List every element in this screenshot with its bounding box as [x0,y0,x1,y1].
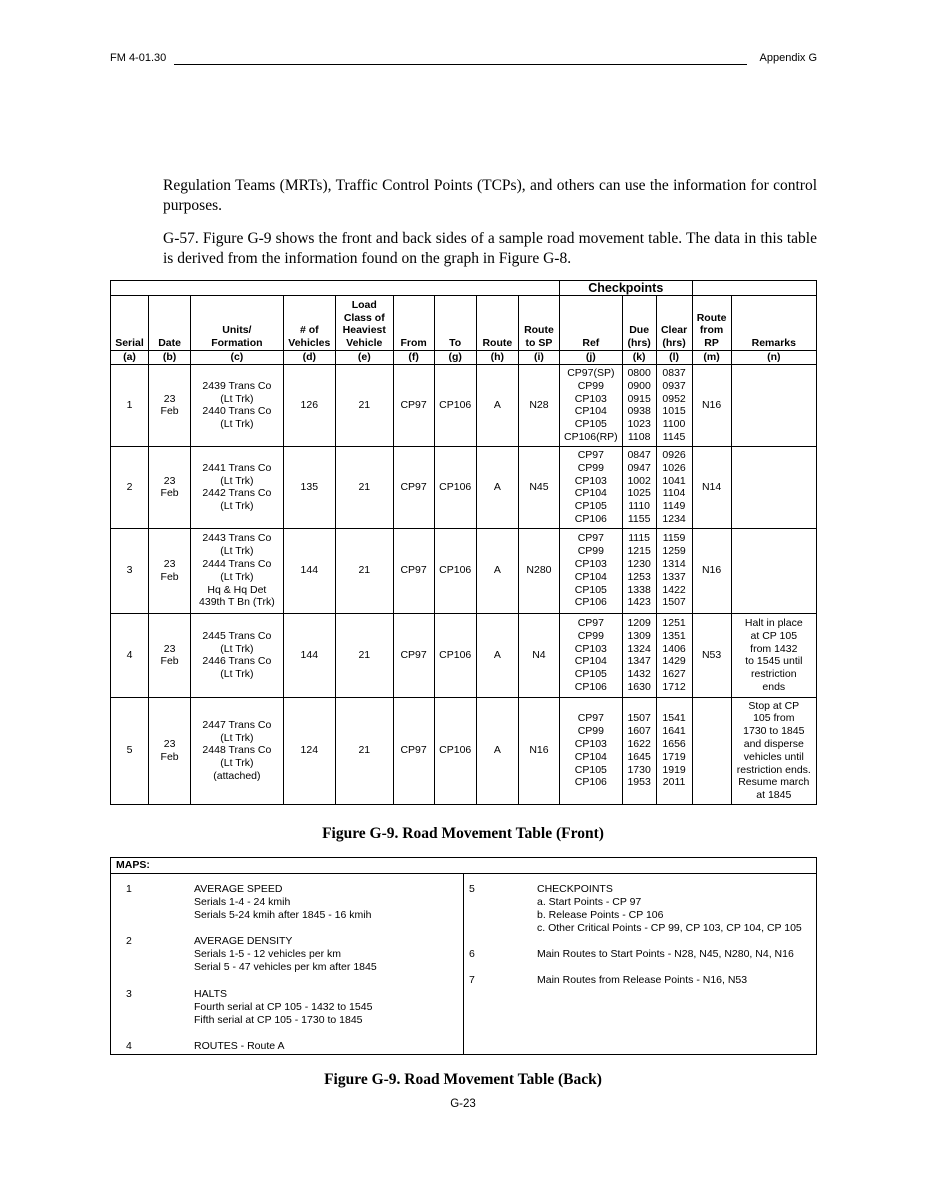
item-number: 3 [126,988,132,1000]
cell-vehicles: 144 [283,528,335,613]
cell-due: 0847 0947 1002 1025 1110 1155 [622,446,656,528]
cell-vehicles: 124 [283,697,335,804]
table-row [111,697,817,804]
paragraph-continuation: Regulation Teams (MRTs), Traffic Control Points (TCPs), and others can use the information for control purposes. [163,177,817,214]
cell-ref: CP97 CP99 CP103 CP104 CP105 CP106 [560,446,623,528]
cell-route-to-sp: N280 [518,528,559,613]
col-header-serial: Serial [111,296,149,351]
cell-ref: CP97 CP99 CP103 CP104 CP105 CP106 [560,613,623,697]
col-header-route-from-rp: Route from RP [692,296,731,351]
table-row [111,446,817,528]
table-row [111,528,817,613]
column-header-row [111,296,817,351]
item-text: Main Routes from Release Points - N16, N53 [537,974,748,986]
cell-serial: 5 [111,697,149,804]
cell-clear: 1251 1351 1406 1429 1627 1712 [656,613,692,697]
col-header-clear: Clear (hrs) [656,296,692,351]
cell-ref: CP97 CP99 CP103 CP104 CP105 CP106 [560,528,623,613]
col-header-route: Route [476,296,518,351]
column-letter-row [111,351,817,365]
cell-route: A [476,446,518,528]
paragraph-g57: G-57. Figure G-9 shows the front and back sides of a sample road movement table. The data in this table is derived from the information found on the graph in Figure G-8. [163,230,817,267]
item-text: AVERAGE SPEED Serials 1-4 - 24 kmih Serials 5-24 kmih after 1845 - 16 kmih [194,883,372,921]
col-header-units: Units/ Formation [191,296,283,351]
road-movement-table-front [110,280,817,805]
cell-load-class: 21 [336,613,394,697]
cell-date: 23 Feb [149,446,191,528]
cell-vehicles: 144 [283,613,335,697]
column-divider [463,873,464,1054]
cell-clear: 0926 1026 1041 1104 1149 1234 [656,446,692,528]
maps-title: MAPS: [111,858,816,874]
cell-to: CP106 [434,697,476,804]
cell-serial: 4 [111,613,149,697]
cell-date: 23 Feb [149,364,191,446]
cell-route-to-sp: N45 [518,446,559,528]
cell-due: 1115 1215 1230 1253 1338 1423 [622,528,656,613]
cell-to: CP106 [434,613,476,697]
cell-load-class: 21 [336,364,394,446]
col-letter: (b) [149,351,191,365]
col-header-date: Date [149,296,191,351]
col-letter: (k) [622,351,656,365]
col-letter: (e) [336,351,394,365]
col-letter: (c) [191,351,283,365]
table-row [111,364,817,446]
cell-units: 2445 Trans Co (Lt Trk) 2446 Trans Co (Lt Trk) [191,613,283,697]
cell-to: CP106 [434,446,476,528]
cell-clear: 1541 1641 1656 1719 1919 2011 [656,697,692,804]
col-letter: (d) [283,351,335,365]
cell-from: CP97 [393,697,434,804]
cell-route-to-sp: N16 [518,697,559,804]
cell-route-to-sp: N28 [518,364,559,446]
cell-from: CP97 [393,528,434,613]
cell-route: A [476,613,518,697]
item-number: 6 [469,948,475,960]
cell-remarks: Halt in place at CP 105 from 1432 to 1545 until restriction ends [731,613,816,697]
col-header-remarks: Remarks [731,296,816,351]
header-manual-id: FM 4-01.30 [110,52,167,64]
cell-due: 1209 1309 1324 1347 1432 1630 [622,613,656,697]
cell-remarks [731,364,816,446]
col-letter: (n) [731,351,816,365]
item-text: Main Routes to Start Points - N28, N45, N280, N4, N16 [537,948,794,960]
cell-from: CP97 [393,613,434,697]
cell-from: CP97 [393,364,434,446]
table-row [111,613,817,697]
item-text: AVERAGE DENSITY Serials 1-5 - 12 vehicles per km Serial 5 - 47 vehicles per km after 1845 [194,935,377,973]
col-header-load-class: Load Class of Heaviest Vehicle [336,296,394,351]
item-number: 7 [469,974,475,986]
cell-route-from-rp: N53 [692,613,731,697]
cell-remarks [731,528,816,613]
col-letter: (j) [560,351,623,365]
cell-remarks [731,446,816,528]
col-header-from: From [393,296,434,351]
cell-route-from-rp: N16 [692,528,731,613]
cell-clear: 0837 0937 0952 1015 1100 1145 [656,364,692,446]
item-text: HALTS Fourth serial at CP 105 - 1432 to 1545 Fifth serial at CP 105 - 1730 to 1845 [194,988,373,1026]
road-movement-table-back [110,857,817,1055]
cell-load-class: 21 [336,446,394,528]
cell-remarks: Stop at CP 105 from 1730 to 1845 and disperse vehicles until restriction ends. Resume march at 1845 [731,697,816,804]
cell-route: A [476,528,518,613]
cell-load-class: 21 [336,528,394,613]
header-appendix: Appendix G [759,52,817,64]
col-header-vehicles: # of Vehicles [283,296,335,351]
cell-route: A [476,364,518,446]
cell-date: 23 Feb [149,528,191,613]
cell-route-from-rp [692,697,731,804]
cell-ref: CP97 CP99 CP103 CP104 CP105 CP106 [560,697,623,804]
cell-units: 2443 Trans Co (Lt Trk) 2444 Trans Co (Lt Trk) Hq & Hq Det 439th T Bn (Trk) [191,528,283,613]
col-letter: (m) [692,351,731,365]
checkpoints-label: Checkpoints [560,281,693,296]
col-letter: (f) [393,351,434,365]
cell-units: 2439 Trans Co (Lt Trk) 2440 Trans Co (Lt Trk) [191,364,283,446]
col-letter: (g) [434,351,476,365]
cell-to: CP106 [434,528,476,613]
cell-due: 0800 0900 0915 0938 1023 1108 [622,364,656,446]
cell-date: 23 Feb [149,697,191,804]
item-text: CHECKPOINTS a. Start Points - CP 97 b. Release Points - CP 106 c. Other Critical Points - CP 99, CP 103, CP 104, CP 105 [537,883,802,934]
cell-units: 2447 Trans Co (Lt Trk) 2448 Trans Co (Lt Trk) (attached) [191,697,283,804]
item-number: 1 [126,883,132,895]
col-letter: (i) [518,351,559,365]
running-header [110,52,817,68]
cell-units: 2441 Trans Co (Lt Trk) 2442 Trans Co (Lt Trk) [191,446,283,528]
item-number: 2 [126,935,132,947]
item-text: ROUTES - Route A [194,1040,285,1052]
cell-due: 1507 1607 1622 1645 1730 1953 [622,697,656,804]
page-number: G-23 [450,1098,476,1110]
cell-clear: 1159 1259 1314 1337 1422 1507 [656,528,692,613]
checkpoints-header-row [111,281,817,296]
cell-from: CP97 [393,446,434,528]
figure-caption-front: Figure G-9. Road Movement Table (Front) [322,825,604,842]
col-letter: (h) [476,351,518,365]
figure-caption-back: Figure G-9. Road Movement Table (Back) [324,1071,602,1088]
cell-vehicles: 135 [283,446,335,528]
col-header-due: Due (hrs) [622,296,656,351]
cell-date: 23 Feb [149,613,191,697]
col-letter: (a) [111,351,149,365]
col-header-ref: Ref [560,296,623,351]
item-number: 4 [126,1040,132,1052]
cell-route-from-rp: N14 [692,446,731,528]
cell-serial: 3 [111,528,149,613]
cell-route-to-sp: N4 [518,613,559,697]
col-letter: (l) [656,351,692,365]
cell-ref: CP97(SP) CP99 CP103 CP104 CP105 CP106(RP) [560,364,623,446]
item-number: 5 [469,883,475,895]
cell-vehicles: 126 [283,364,335,446]
cell-load-class: 21 [336,697,394,804]
header-rule [174,64,747,65]
cell-route: A [476,697,518,804]
col-header-to: To [434,296,476,351]
cell-route-from-rp: N16 [692,364,731,446]
cell-serial: 2 [111,446,149,528]
cell-to: CP106 [434,364,476,446]
col-header-route-to-sp: Route to SP [518,296,559,351]
cell-serial: 1 [111,364,149,446]
